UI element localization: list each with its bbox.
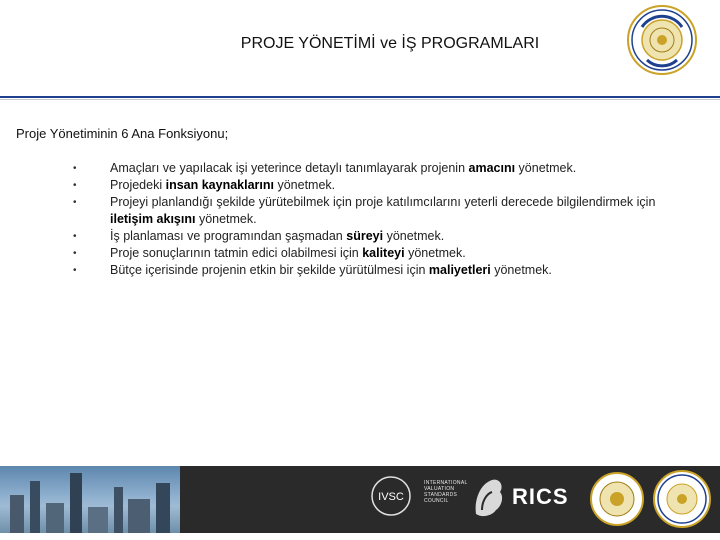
header-rule — [0, 96, 720, 98]
header-rule-thin — [0, 99, 720, 100]
list-item: • Amaçları ve yapılacak işi yeterince detaylı tanımlayarak projenin amacını yönetmek. — [73, 161, 577, 175]
bullet-icon: • — [73, 265, 77, 276]
bullet-icon: • — [73, 197, 77, 208]
city-skyline-image — [0, 466, 180, 533]
list-item: • Proje sonuçlarının tatmin edici olabilmesi için kaliteyi yönetmek. — [73, 246, 466, 260]
ivsc-logo-text: IVSC — [378, 491, 404, 503]
section-subtitle: Proje Yönetiminin 6 Ana Fonksiyonu; — [16, 126, 229, 141]
rics-logo: RICS — [512, 484, 569, 509]
ivsc-caption: INTERNATIONAL VALUATION STANDARDS COUNCIL — [424, 480, 468, 504]
lion-icon — [468, 466, 508, 533]
bullet-icon: • — [73, 163, 77, 174]
list-item: • İş planlaması ve programından şaşmadan süreyi yönetmek. — [73, 229, 445, 243]
function-list — [0, 160, 720, 279]
list-item: • Bütçe içerisinde projenin etkin bir şekilde yürütülmesi için maliyetleri yönetmek. — [73, 263, 552, 277]
ivsc-logo-icon — [365, 466, 421, 533]
bullet-icon: • — [73, 180, 77, 191]
bullet-icon: • — [73, 248, 77, 259]
page-title: PROJE YÖNETİMİ ve İŞ PROGRAMLARI — [240, 35, 540, 52]
bullet-icon: • — [73, 231, 77, 242]
footer-banner — [0, 466, 720, 533]
list-item: • Projedeki insan kaynaklarını yönetmek. — [73, 178, 336, 192]
university-seal-footer-icon — [650, 466, 714, 533]
partner-seal-icon — [588, 466, 646, 533]
list-item: • Projeyi planlandığı şekilde yürütebilmek için proje katılımcılarını yeterli derecede bilgilendirmek için iletişim akışını yönetmek. — [73, 195, 656, 226]
university-seal-logo — [627, 5, 697, 75]
